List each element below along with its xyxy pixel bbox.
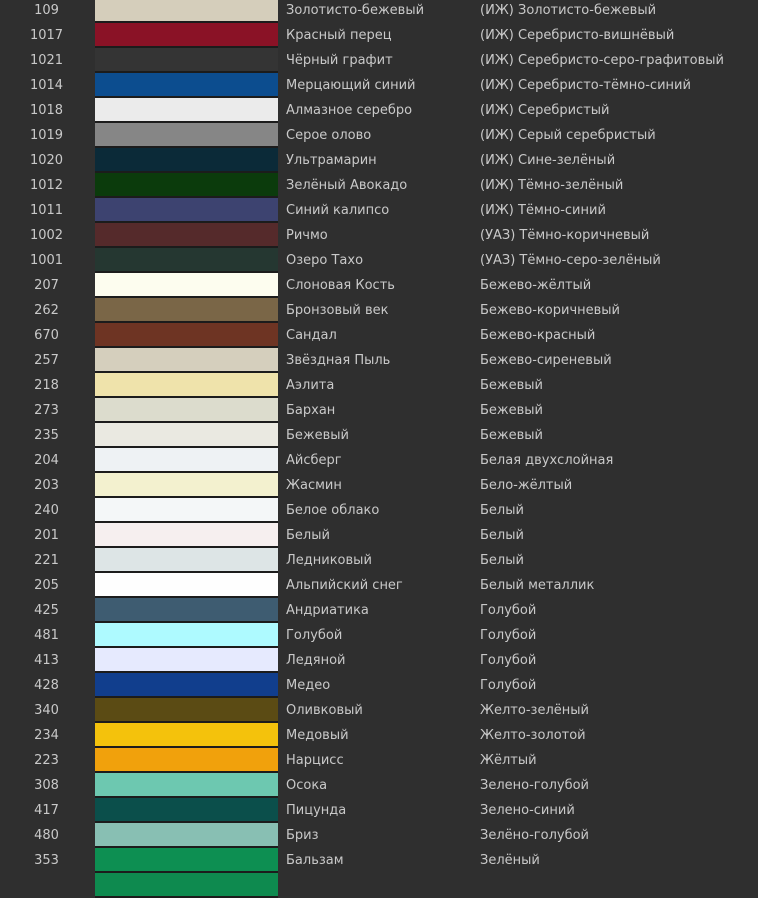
table-row xyxy=(0,298,758,323)
color-description: Бежевый xyxy=(480,428,544,443)
color-swatch xyxy=(95,498,278,523)
color-swatch xyxy=(95,423,278,448)
color-description: (УАЗ) Тёмно-коричневый xyxy=(480,228,650,243)
table-row xyxy=(0,673,758,698)
color-name: Золотисто-бежевый xyxy=(286,3,425,18)
color-code: 481 xyxy=(34,628,59,643)
table-row xyxy=(0,198,758,223)
table-row xyxy=(0,98,758,123)
color-code: 262 xyxy=(34,303,59,318)
color-code: 223 xyxy=(34,753,59,768)
color-code: 413 xyxy=(34,653,59,668)
color-swatch xyxy=(95,448,278,473)
color-swatch xyxy=(95,748,278,773)
color-code: 353 xyxy=(34,853,59,868)
color-code: 1021 xyxy=(29,53,64,68)
color-name: Андриатика xyxy=(286,603,369,618)
color-name: Нарцисс xyxy=(286,753,344,768)
color-description: Бежево-коричневый xyxy=(480,303,620,318)
color-name: Звёздная Пыль xyxy=(286,353,391,368)
table-row xyxy=(0,48,758,73)
color-name: Ультрамарин xyxy=(286,153,377,168)
color-name: Озеро Тахо xyxy=(286,253,364,268)
color-description: Бежево-сиреневый xyxy=(480,353,612,368)
color-name: Слоновая Кость xyxy=(286,278,395,293)
table-row xyxy=(0,573,758,598)
color-name: Бронзовый век xyxy=(286,303,389,318)
color-description: Желто-золотой xyxy=(480,728,586,743)
color-name: Чёрный графит xyxy=(286,53,393,68)
color-swatch xyxy=(95,798,278,823)
color-code: 204 xyxy=(34,453,59,468)
table-row xyxy=(0,273,758,298)
color-description: (ИЖ) Серебристый xyxy=(480,103,610,118)
color-code: 207 xyxy=(34,278,59,293)
color-description: Желто-зелёный xyxy=(480,703,589,718)
table-row xyxy=(0,348,758,373)
color-description: Жёлтый xyxy=(480,753,537,768)
color-name: Алмазное серебро xyxy=(286,103,413,118)
color-description: Зелено-голубой xyxy=(480,778,589,793)
color-name: Жасмин xyxy=(286,478,342,493)
color-code: 428 xyxy=(34,678,59,693)
color-description: Бежево-красный xyxy=(480,328,596,343)
color-code: 480 xyxy=(34,828,59,843)
color-code: 1017 xyxy=(29,28,64,43)
color-swatch xyxy=(95,0,278,23)
color-name: Мерцающий синий xyxy=(286,78,416,93)
table-row xyxy=(0,748,758,773)
table-row xyxy=(0,73,758,98)
color-name xyxy=(278,873,473,898)
color-name: Зелёный Авокадо xyxy=(286,178,408,193)
color-swatch xyxy=(95,473,278,498)
color-description: (ИЖ) Сине-зелёный xyxy=(480,153,616,168)
color-swatch xyxy=(95,323,278,348)
table-row xyxy=(0,248,758,273)
table-row xyxy=(0,0,758,23)
color-name: Ледяной xyxy=(286,653,346,668)
color-code: 1001 xyxy=(29,253,64,268)
color-code: 273 xyxy=(34,403,59,418)
color-swatch xyxy=(95,848,278,873)
color-code: 308 xyxy=(34,778,59,793)
color-code: 1020 xyxy=(29,153,64,168)
color-code: 240 xyxy=(34,503,59,518)
color-name: Бежевый xyxy=(286,428,350,443)
table-row xyxy=(0,648,758,673)
color-description: Голубой xyxy=(480,628,537,643)
color-swatch xyxy=(95,223,278,248)
color-code: 417 xyxy=(34,803,59,818)
color-swatch xyxy=(95,823,278,848)
color-swatch xyxy=(95,698,278,723)
color-name: Альпийский снег xyxy=(286,578,403,593)
color-name: Медовый xyxy=(286,728,349,743)
table-row xyxy=(0,548,758,573)
color-description: Белый xyxy=(480,553,524,568)
color-swatch xyxy=(95,573,278,598)
color-swatch xyxy=(95,298,278,323)
color-swatch xyxy=(95,723,278,748)
color-swatch xyxy=(95,148,278,173)
color-swatch xyxy=(95,198,278,223)
color-code: 1011 xyxy=(29,203,64,218)
table-row xyxy=(0,23,758,48)
table-row xyxy=(0,448,758,473)
color-description: Зелено-синий xyxy=(480,803,575,818)
table-row xyxy=(0,398,758,423)
table-row xyxy=(0,798,758,823)
color-name: Аэлита xyxy=(286,378,335,393)
color-swatch xyxy=(95,23,278,48)
table-row xyxy=(0,698,758,723)
table-row xyxy=(0,848,758,873)
color-description: Белый металлик xyxy=(480,578,595,593)
color-code: 1014 xyxy=(29,78,64,93)
color-description: Зелёный xyxy=(480,853,540,868)
color-swatch xyxy=(95,248,278,273)
color-code: 218 xyxy=(34,378,59,393)
color-name: Синий калипсо xyxy=(286,203,390,218)
color-swatch xyxy=(95,548,278,573)
table-row xyxy=(0,723,758,748)
color-name: Бриз xyxy=(286,828,319,843)
color-code: 340 xyxy=(34,703,59,718)
color-description: Голубой xyxy=(480,653,537,668)
color-swatch xyxy=(95,273,278,298)
table-row xyxy=(0,323,758,348)
color-swatch xyxy=(95,373,278,398)
color-swatch xyxy=(95,348,278,373)
table-row xyxy=(0,373,758,398)
color-name: Медео xyxy=(286,678,331,693)
table-row xyxy=(0,598,758,623)
color-code: 203 xyxy=(34,478,59,493)
color-swatch xyxy=(95,623,278,648)
color-swatch xyxy=(95,398,278,423)
table-row xyxy=(0,773,758,798)
color-code: 234 xyxy=(34,728,59,743)
color-description: Голубой xyxy=(480,603,537,618)
color-swatch xyxy=(95,48,278,73)
color-description: Бежевый xyxy=(480,378,544,393)
color-description: (ИЖ) Тёмно-синий xyxy=(480,203,606,218)
table-row xyxy=(0,223,758,248)
table-row xyxy=(0,123,758,148)
color-description: Белый xyxy=(480,503,524,518)
color-swatch xyxy=(95,773,278,798)
color-name: Пицунда xyxy=(286,803,347,818)
table-row xyxy=(0,623,758,648)
color-name: Осока xyxy=(286,778,328,793)
table-row xyxy=(0,148,758,173)
color-description: (ИЖ) Тёмно-зелёный xyxy=(480,178,624,193)
color-code: 670 xyxy=(34,328,59,343)
color-description xyxy=(473,873,758,898)
color-description: Белый xyxy=(480,528,524,543)
color-swatch xyxy=(95,598,278,623)
color-code: 205 xyxy=(34,578,59,593)
table-row xyxy=(0,423,758,448)
color-name: Бальзам xyxy=(286,853,344,868)
color-description: Бежевый xyxy=(480,403,544,418)
color-description: (ИЖ) Серебристо-серо-графитовый xyxy=(480,53,724,68)
color-name: Голубой xyxy=(286,628,343,643)
color-code: 235 xyxy=(34,428,59,443)
color-swatch xyxy=(95,173,278,198)
color-name: Белый xyxy=(286,528,330,543)
table-row xyxy=(0,873,758,898)
color-description: (ИЖ) Серый серебристый xyxy=(480,128,656,143)
table-row xyxy=(0,173,758,198)
color-swatch xyxy=(95,673,278,698)
color-code: 257 xyxy=(34,353,59,368)
table-row xyxy=(0,823,758,848)
color-code: 1012 xyxy=(29,178,64,193)
color-swatch xyxy=(95,873,278,898)
color-code: 1018 xyxy=(29,103,64,118)
color-description: Бежево-жёлтый xyxy=(480,278,592,293)
color-swatch xyxy=(95,73,278,98)
color-code: 425 xyxy=(34,603,59,618)
table-row xyxy=(0,498,758,523)
color-swatch xyxy=(95,123,278,148)
color-name: Бархан xyxy=(286,403,336,418)
color-description: (ИЖ) Золотисто-бежевый xyxy=(480,3,657,18)
color-description: Бело-жёлтый xyxy=(480,478,573,493)
color-description: Зелёно-голубой xyxy=(480,828,589,843)
color-description: Белая двухслойная xyxy=(480,453,614,468)
table-row xyxy=(0,523,758,548)
color-name: Серое олово xyxy=(286,128,372,143)
table-row xyxy=(0,473,758,498)
color-swatch xyxy=(95,98,278,123)
color-code: 1002 xyxy=(29,228,64,243)
color-name: Айсберг xyxy=(286,453,342,468)
color-name: Красный перец xyxy=(286,28,392,43)
color-description: Голубой xyxy=(480,678,537,693)
color-description: (УАЗ) Тёмно-серо-зелёный xyxy=(480,253,661,268)
color-code xyxy=(0,873,95,898)
color-swatch xyxy=(95,648,278,673)
color-name: Ричмо xyxy=(286,228,328,243)
color-name: Сандал xyxy=(286,328,337,343)
color-swatch xyxy=(95,523,278,548)
color-name: Белое облако xyxy=(286,503,380,518)
color-name: Ледниковый xyxy=(286,553,372,568)
color-name: Оливковый xyxy=(286,703,363,718)
color-code: 221 xyxy=(34,553,59,568)
color-code: 201 xyxy=(34,528,59,543)
color-code: 109 xyxy=(34,3,59,18)
color-description: (ИЖ) Серебристо-вишнёвый xyxy=(480,28,675,43)
color-description: (ИЖ) Серебристо-тёмно-синий xyxy=(480,78,691,93)
color-code: 1019 xyxy=(29,128,64,143)
